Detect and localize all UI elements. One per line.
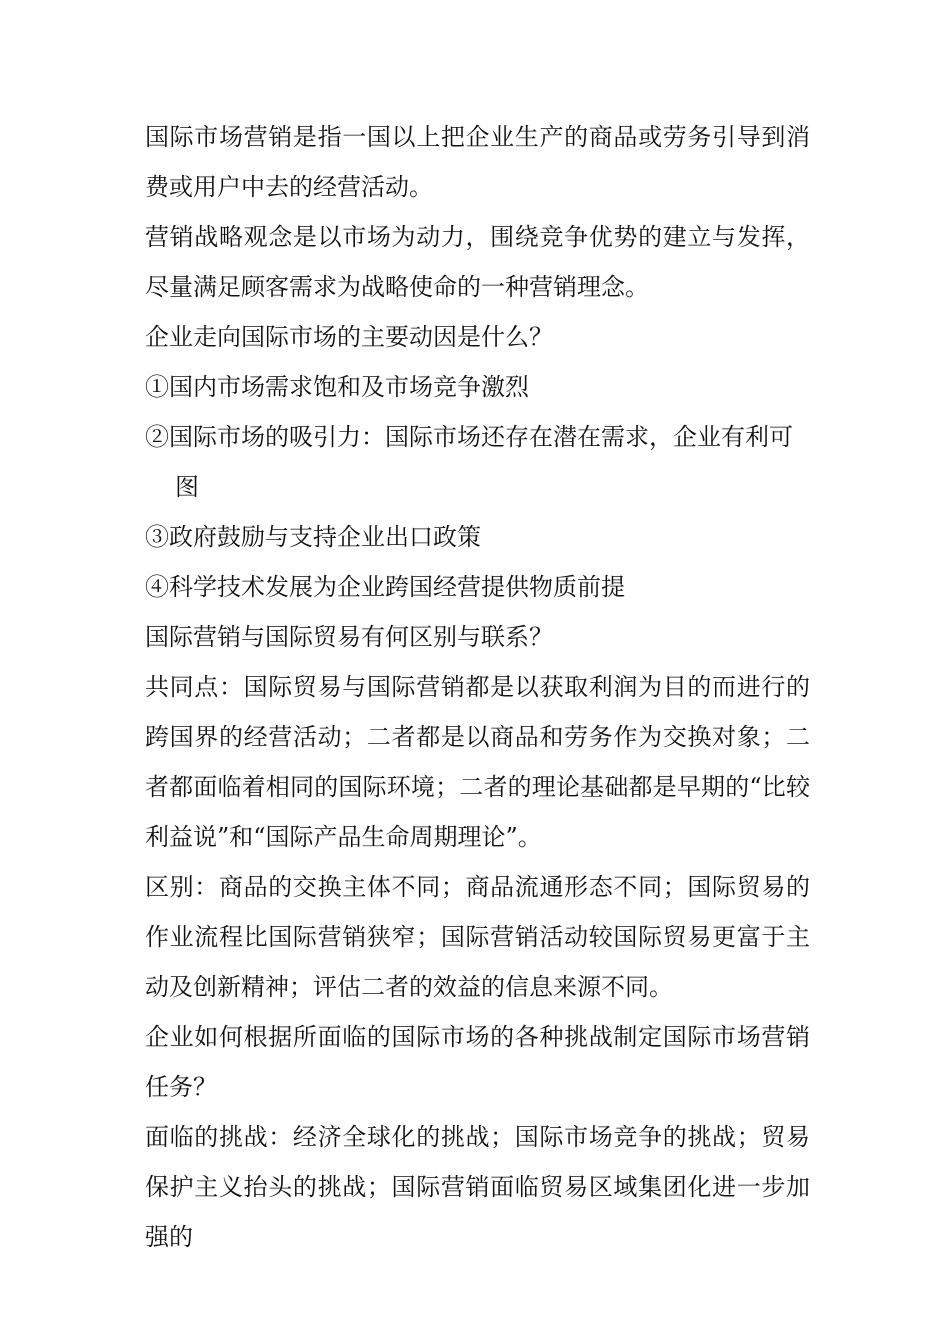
definition-international-marketing: 国际市场营销是指一国以上把企业生产的商品或劳务引导到消费或用户中去的经营活动。: [145, 123, 810, 201]
similarities-paragraph: 共同点：国际贸易与国际营销都是以获取利润为目的而进行的跨国界的经营活动；二者都是以商品和劳务作为交换对象；二者都面临着相同的国际环境；二者的理论基础都是早期的“比较利益说”和“国际产品生命周期理论”。: [145, 673, 810, 851]
challenges-paragraph: 面临的挑战：经济全球化的挑战；国际市场竞争的挑战；贸易保护主义抬头的挑战；国际营销面临贸易区域集团化进一步加强的: [145, 1123, 810, 1251]
question-motives: 企业走向国际市场的主要动因是什么？: [145, 323, 553, 351]
motive-item-3: ③政府鼓励与支持企业出口政策: [145, 523, 481, 551]
differences-paragraph: 区别：商品的交换主体不同；商品流通形态不同；国际贸易的作业流程比国际营销狭窄；国际营销活动较国际贸易更富于主动及创新精神；评估二者的效益的信息来源不同。: [145, 873, 810, 1001]
motive-item-2: ②国际市场的吸引力：国际市场还存在潜在需求，企业有利可图: [145, 423, 793, 501]
document-body: [145, 112, 810, 1262]
definition-marketing-strategy: 营销战略观念是以市场为动力，围绕竞争优势的建立与发挥，尽量满足顾客需求为战略使命的一种营销理念。: [145, 223, 810, 301]
motive-item-4: ④科学技术发展为企业跨国经营提供物质前提: [145, 573, 625, 601]
motive-item-1: ①国内市场需求饱和及市场竞争激烈: [145, 373, 529, 401]
question-challenges: 企业如何根据所面临的国际市场的各种挑战制定国际市场营销任务？: [145, 1023, 810, 1101]
question-marketing-vs-trade: 国际营销与国际贸易有何区别与联系？: [145, 623, 553, 651]
